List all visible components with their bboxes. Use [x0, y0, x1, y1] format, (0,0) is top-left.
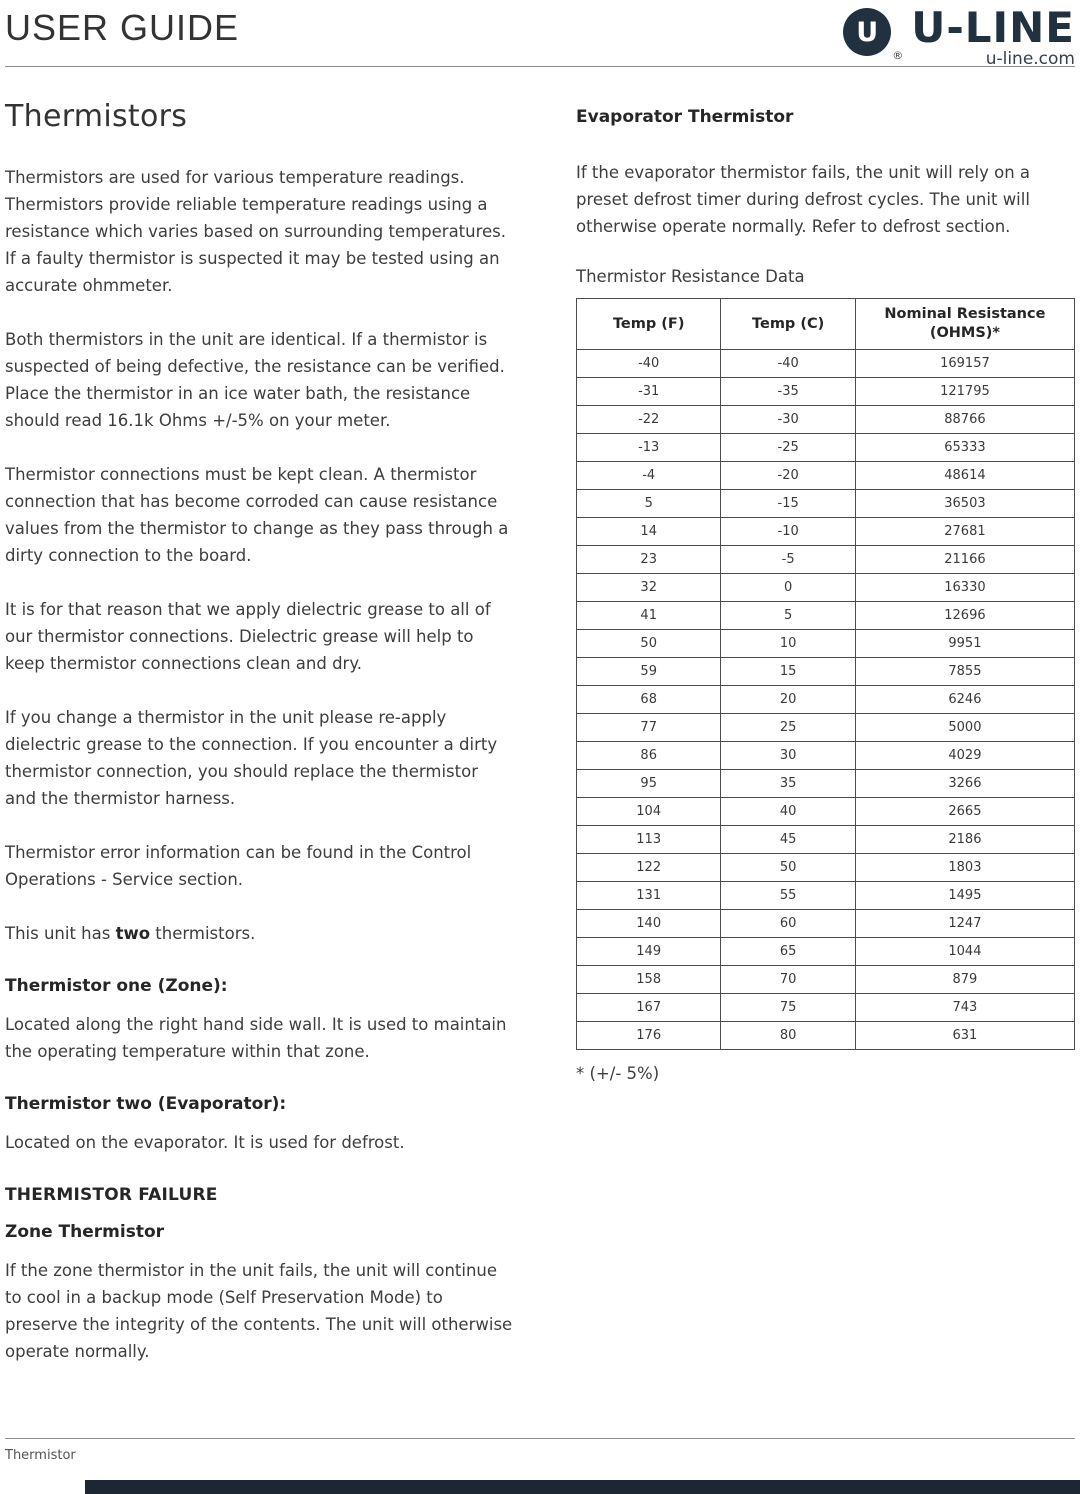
thermistor-one-zone-heading: Thermistor one (Zone): — [5, 976, 228, 996]
uline-website: u-line.com — [985, 48, 1075, 69]
bottom-accent-bar — [85, 1480, 1080, 1494]
body-paragraph: If you change a thermistor in the unit please re-apply dielectric grease to the connection. If you encounter a dirty thermistor connection, you should replace the thermistor and the thermistor harness. — [5, 708, 498, 808]
table-cell: 27681 — [855, 518, 1074, 546]
table-header-cell-resistance: Nominal Resistance (OHMS)* — [855, 299, 1074, 350]
table-cell: 2665 — [855, 798, 1074, 826]
table-cell: 59 — [577, 658, 721, 686]
left-column — [5, 99, 513, 1392]
table-cell: -20 — [721, 462, 855, 490]
table-cell: -15 — [721, 490, 855, 518]
table-row — [577, 546, 1075, 574]
table-cell: -4 — [577, 462, 721, 490]
uline-logo-mark-wrap — [843, 8, 904, 62]
thermistor-resistance-table — [576, 298, 1075, 1050]
table-row — [577, 574, 1075, 602]
table-cell: 41 — [577, 602, 721, 630]
table-cell: 7855 — [855, 658, 1074, 686]
table-cell: -40 — [577, 350, 721, 378]
table-cell: 5 — [721, 602, 855, 630]
table-cell: 14 — [577, 518, 721, 546]
table-cell: 2186 — [855, 826, 1074, 854]
table-cell: 75 — [721, 994, 855, 1022]
table-row — [577, 742, 1075, 770]
page-footer — [5, 1438, 1075, 1463]
table-cell: 4029 — [855, 742, 1074, 770]
table-cell: 10 — [721, 630, 855, 658]
body-paragraph: Thermistor error information can be found in the Control Operations - Service section. — [5, 843, 472, 889]
thermistor-two-evaporator-heading: Thermistor two (Evaporator): — [5, 1094, 287, 1114]
table-header-cell-temp-c: Temp (C) — [721, 299, 855, 350]
table-cell: 149 — [577, 938, 721, 966]
table-cell: 1044 — [855, 938, 1074, 966]
table-cell: 5000 — [855, 714, 1074, 742]
table-cell: 32 — [577, 574, 721, 602]
table-cell: 35 — [721, 770, 855, 798]
table-row — [577, 826, 1075, 854]
page-title: USER GUIDE — [5, 7, 240, 48]
table-cell: 743 — [855, 994, 1074, 1022]
table-row — [577, 714, 1075, 742]
table-cell: 30 — [721, 742, 855, 770]
table-cell: 131 — [577, 882, 721, 910]
table-row — [577, 994, 1075, 1022]
text-segment: This unit has — [5, 924, 116, 943]
table-cell: -5 — [721, 546, 855, 574]
table-cell: 879 — [855, 966, 1074, 994]
table-cell: 65 — [721, 938, 855, 966]
table-cell: 55 — [721, 882, 855, 910]
table-cell: 140 — [577, 910, 721, 938]
table-cell: 16330 — [855, 574, 1074, 602]
table-row — [577, 938, 1075, 966]
table-row — [577, 770, 1075, 798]
body-paragraph: It is for that reason that we apply dielectric grease to all of our thermistor connections. Dielectric grease will help to keep thermistor connections clean and dry. — [5, 600, 491, 673]
section-heading-thermistors: Thermistors — [5, 99, 188, 134]
text-segment: thermistors. — [150, 924, 256, 943]
uline-logo-text — [905, 3, 1075, 69]
table-cell: 88766 — [855, 406, 1074, 434]
table-cell: 86 — [577, 742, 721, 770]
table-cell: -25 — [721, 434, 855, 462]
table-cell: -10 — [721, 518, 855, 546]
table-row — [577, 1022, 1075, 1050]
table-cell: -35 — [721, 378, 855, 406]
table-cell: 77 — [577, 714, 721, 742]
table-row — [577, 378, 1075, 406]
table-cell: 65333 — [855, 434, 1074, 462]
table-row — [577, 490, 1075, 518]
table-cell: 80 — [721, 1022, 855, 1050]
bold-text-two: two — [115, 924, 151, 943]
table-cell: 3266 — [855, 770, 1074, 798]
table-cell: 21166 — [855, 546, 1074, 574]
uline-u-icon: U — [843, 8, 891, 56]
table-cell: 36503 — [855, 490, 1074, 518]
table-cell: 121795 — [855, 378, 1074, 406]
table-cell: 70 — [721, 966, 855, 994]
table-cell: 48614 — [855, 462, 1074, 490]
uline-wordmark: U-LINE — [911, 3, 1075, 52]
table-cell: 0 — [721, 574, 855, 602]
table-cell: 5 — [577, 490, 721, 518]
table-header-cell-temp-f: Temp (F) — [577, 299, 721, 350]
table-cell: 1247 — [855, 910, 1074, 938]
table-cell: 113 — [577, 826, 721, 854]
table-row — [577, 518, 1075, 546]
table-cell: 15 — [721, 658, 855, 686]
table-cell: 95 — [577, 770, 721, 798]
table-row — [577, 854, 1075, 882]
table-cell: 25 — [721, 714, 855, 742]
table-cell: 6246 — [855, 686, 1074, 714]
table-cell: 9951 — [855, 630, 1074, 658]
body-paragraph-unit-count — [5, 920, 513, 947]
table-cell: -40 — [721, 350, 855, 378]
thermistor-failure-heading: THERMISTOR FAILURE — [5, 1185, 218, 1205]
right-column — [576, 99, 1075, 1392]
table-row — [577, 630, 1075, 658]
uline-logo — [843, 3, 1075, 69]
table-cell: 167 — [577, 994, 721, 1022]
table-row — [577, 658, 1075, 686]
table-cell: 176 — [577, 1022, 721, 1050]
table-row — [577, 434, 1075, 462]
table-row — [577, 350, 1075, 378]
table-row — [577, 966, 1075, 994]
body-paragraph: If the evaporator thermistor fails, the unit will rely on a preset defrost timer during defrost cycles. The unit will otherwise operate normally. Refer to defrost section. — [576, 163, 1031, 236]
table-row — [577, 462, 1075, 490]
body-paragraph: Both thermistors in the unit are identical. If a thermistor is suspected of being defective, the resistance can be verified. Place the thermistor in an ice water bath, the resistance should read 16.1k Ohms +/-5% on your meter. — [5, 330, 505, 430]
table-row — [577, 686, 1075, 714]
table-cell: 169157 — [855, 350, 1074, 378]
table-cell: 631 — [855, 1022, 1074, 1050]
body-paragraph: Thermistor connections must be kept clean. A thermistor connection that has become corroded can cause resistance values from the thermistor to change as they pass through a dirty connection to the board. — [5, 465, 509, 565]
table-cell: 158 — [577, 966, 721, 994]
zone-thermistor-heading: Zone Thermistor — [5, 1222, 165, 1242]
table-cell: 20 — [721, 686, 855, 714]
table-cell: -22 — [577, 406, 721, 434]
table-cell: 60 — [721, 910, 855, 938]
table-cell: 122 — [577, 854, 721, 882]
table-row — [577, 798, 1075, 826]
registered-trademark-icon: ® — [892, 49, 904, 62]
table-row — [577, 602, 1075, 630]
footer-label: Thermistor — [5, 1448, 76, 1463]
body-paragraph: Located along the right hand side wall. It is used to maintain the operating temperature within that zone. — [5, 1015, 507, 1061]
table-cell: -30 — [721, 406, 855, 434]
table-cell: 50 — [721, 854, 855, 882]
table-cell: 12696 — [855, 602, 1074, 630]
table-footnote: * (+/- 5%) — [576, 1064, 660, 1083]
table-cell: 1803 — [855, 854, 1074, 882]
table-cell: -31 — [577, 378, 721, 406]
page-header — [5, 0, 1075, 69]
table-row — [577, 910, 1075, 938]
evaporator-thermistor-heading: Evaporator Thermistor — [576, 107, 794, 127]
table-cell: -13 — [577, 434, 721, 462]
table-row — [577, 406, 1075, 434]
body-paragraph: Located on the evaporator. It is used for defrost. — [5, 1133, 405, 1152]
table-cell: 23 — [577, 546, 721, 574]
table-caption: Thermistor Resistance Data — [576, 267, 805, 286]
table-cell: 40 — [721, 798, 855, 826]
table-cell: 45 — [721, 826, 855, 854]
table-cell: 1495 — [855, 882, 1074, 910]
table-cell: 68 — [577, 686, 721, 714]
table-body — [577, 350, 1075, 1050]
body-paragraph: Thermistors are used for various temperature readings. Thermistors provide reliable temperature readings using a resistance which varies based on surrounding temperatures. If a faulty thermistor is suspected it may be tested using an accurate ohmmeter. — [5, 168, 507, 295]
table-cell: 104 — [577, 798, 721, 826]
body-paragraph: If the zone thermistor in the unit fails, the unit will continue to cool in a backup mode (Self Preservation Mode) to preserve the integrity of the contents. The unit will otherwise operate normally. — [5, 1261, 513, 1361]
table-header-row — [577, 299, 1075, 350]
table-cell: 50 — [577, 630, 721, 658]
content-columns — [5, 67, 1075, 1392]
table-row — [577, 882, 1075, 910]
